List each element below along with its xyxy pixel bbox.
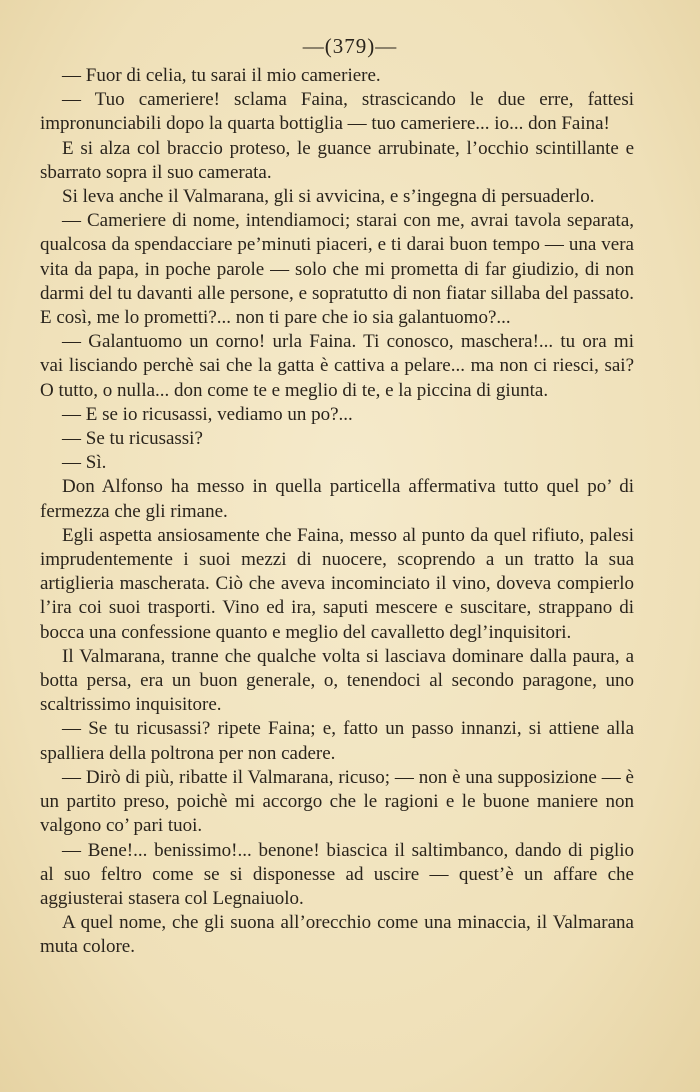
paragraph: Si leva anche il Valmarana, gli si avvicina, e s’ingegna di persuaderlo. [62, 186, 595, 208]
paragraph: Egli aspetta ansiosamente che Faina, messo al punto da quel rifiuto, palesi imprudentemente i suoi mezzi di nuocere, scoprendo a un tratto la sua artiglieria mascherata. Ciò che aveva incominciato il vino, doveva compierlo l’ira coi suoi trasporti. Vino ed ira, saputi mescere e suscitare, strappano di bocca una confessione quanto e meglio del cavalletto degl’inquisitori. [40, 524, 634, 643]
paragraph: — Sì. [62, 452, 107, 474]
paragraph: — Dirò di più, ribatte il Valmarana, ricuso; — non è una supposizione — è un partito preso, poichè mi accorgo che le ragioni e le buone maniere non valgono co’ pari tuoi. [40, 766, 634, 837]
paragraph: — E se io ricusassi, vediamo un po?... [62, 403, 353, 425]
page-number: —(379)— [302, 34, 398, 58]
paragraph: — Se tu ricusassi? ripete Faina; e, fatto un passo innanzi, si attiene alla spalliera della poltrona per non cadere. [40, 718, 634, 764]
page-text [40, 64, 634, 960]
paragraph: — Fuor di celia, tu sarai il mio cameriere. [62, 65, 381, 86]
paragraph: — Galantuomo un corno! urla Faina. Ti conosco, maschera!... tu ora mi vai lisciando perchè sai che la gatta è cattiva a pelare... ma non ci riesci, sai? O tutto, o nulla... don come te e meglio di te, e la piccina di giunta. [40, 331, 634, 401]
paragraph: A quel nome, che gli suona all’orecchio come una minaccia, il Valmarana muta colore. [40, 912, 634, 958]
paragraph: — Se tu ricusassi? [62, 428, 203, 450]
paragraph: — Bene!... benissimo!... benone! biascica il saltimbanco, dando di piglio al suo feltro come se si disponesse ad uscire — quest’è un affare che aggiusterai stasera col Legnaiuolo. [40, 839, 634, 909]
paragraph: Don Alfonso ha messo in quella particella affermativa tutto quel po’ di fermezza che gli rimane. [40, 476, 634, 522]
paragraph: — Cameriere di nome, intendiamoci; starai con me, avrai tavola separata, qualcosa da spendacciare pe’minuti piaceri, e ti darai buon tempo — una vera vita da papa, in poche parole — solo che mi prometta di far giudizio, di non darmi del tu davanti alle persone, e sopratutto di non fiatar sillaba del passato. E così, me lo prometti?... non ti pare che io sia galantuomo?... [40, 210, 634, 329]
paragraph: Il Valmarana, tranne che qualche volta si lasciava dominare dalla paura, a botta persa, era un buon generale, o, tenendoci al secondo paragone, uno scaltrissimo inquisitore. [40, 645, 634, 716]
paragraph: E si alza col braccio proteso, le guance arrubinate, l’occhio scintillante e sbarrato sopra il suo camerata. [40, 137, 634, 183]
paragraph: — Tuo cameriere! sclama Faina, strascicando le due erre, fattesi impronunciabili dopo la quarta bottiglia — tuo cameriere... io... don Faina! [40, 89, 634, 135]
